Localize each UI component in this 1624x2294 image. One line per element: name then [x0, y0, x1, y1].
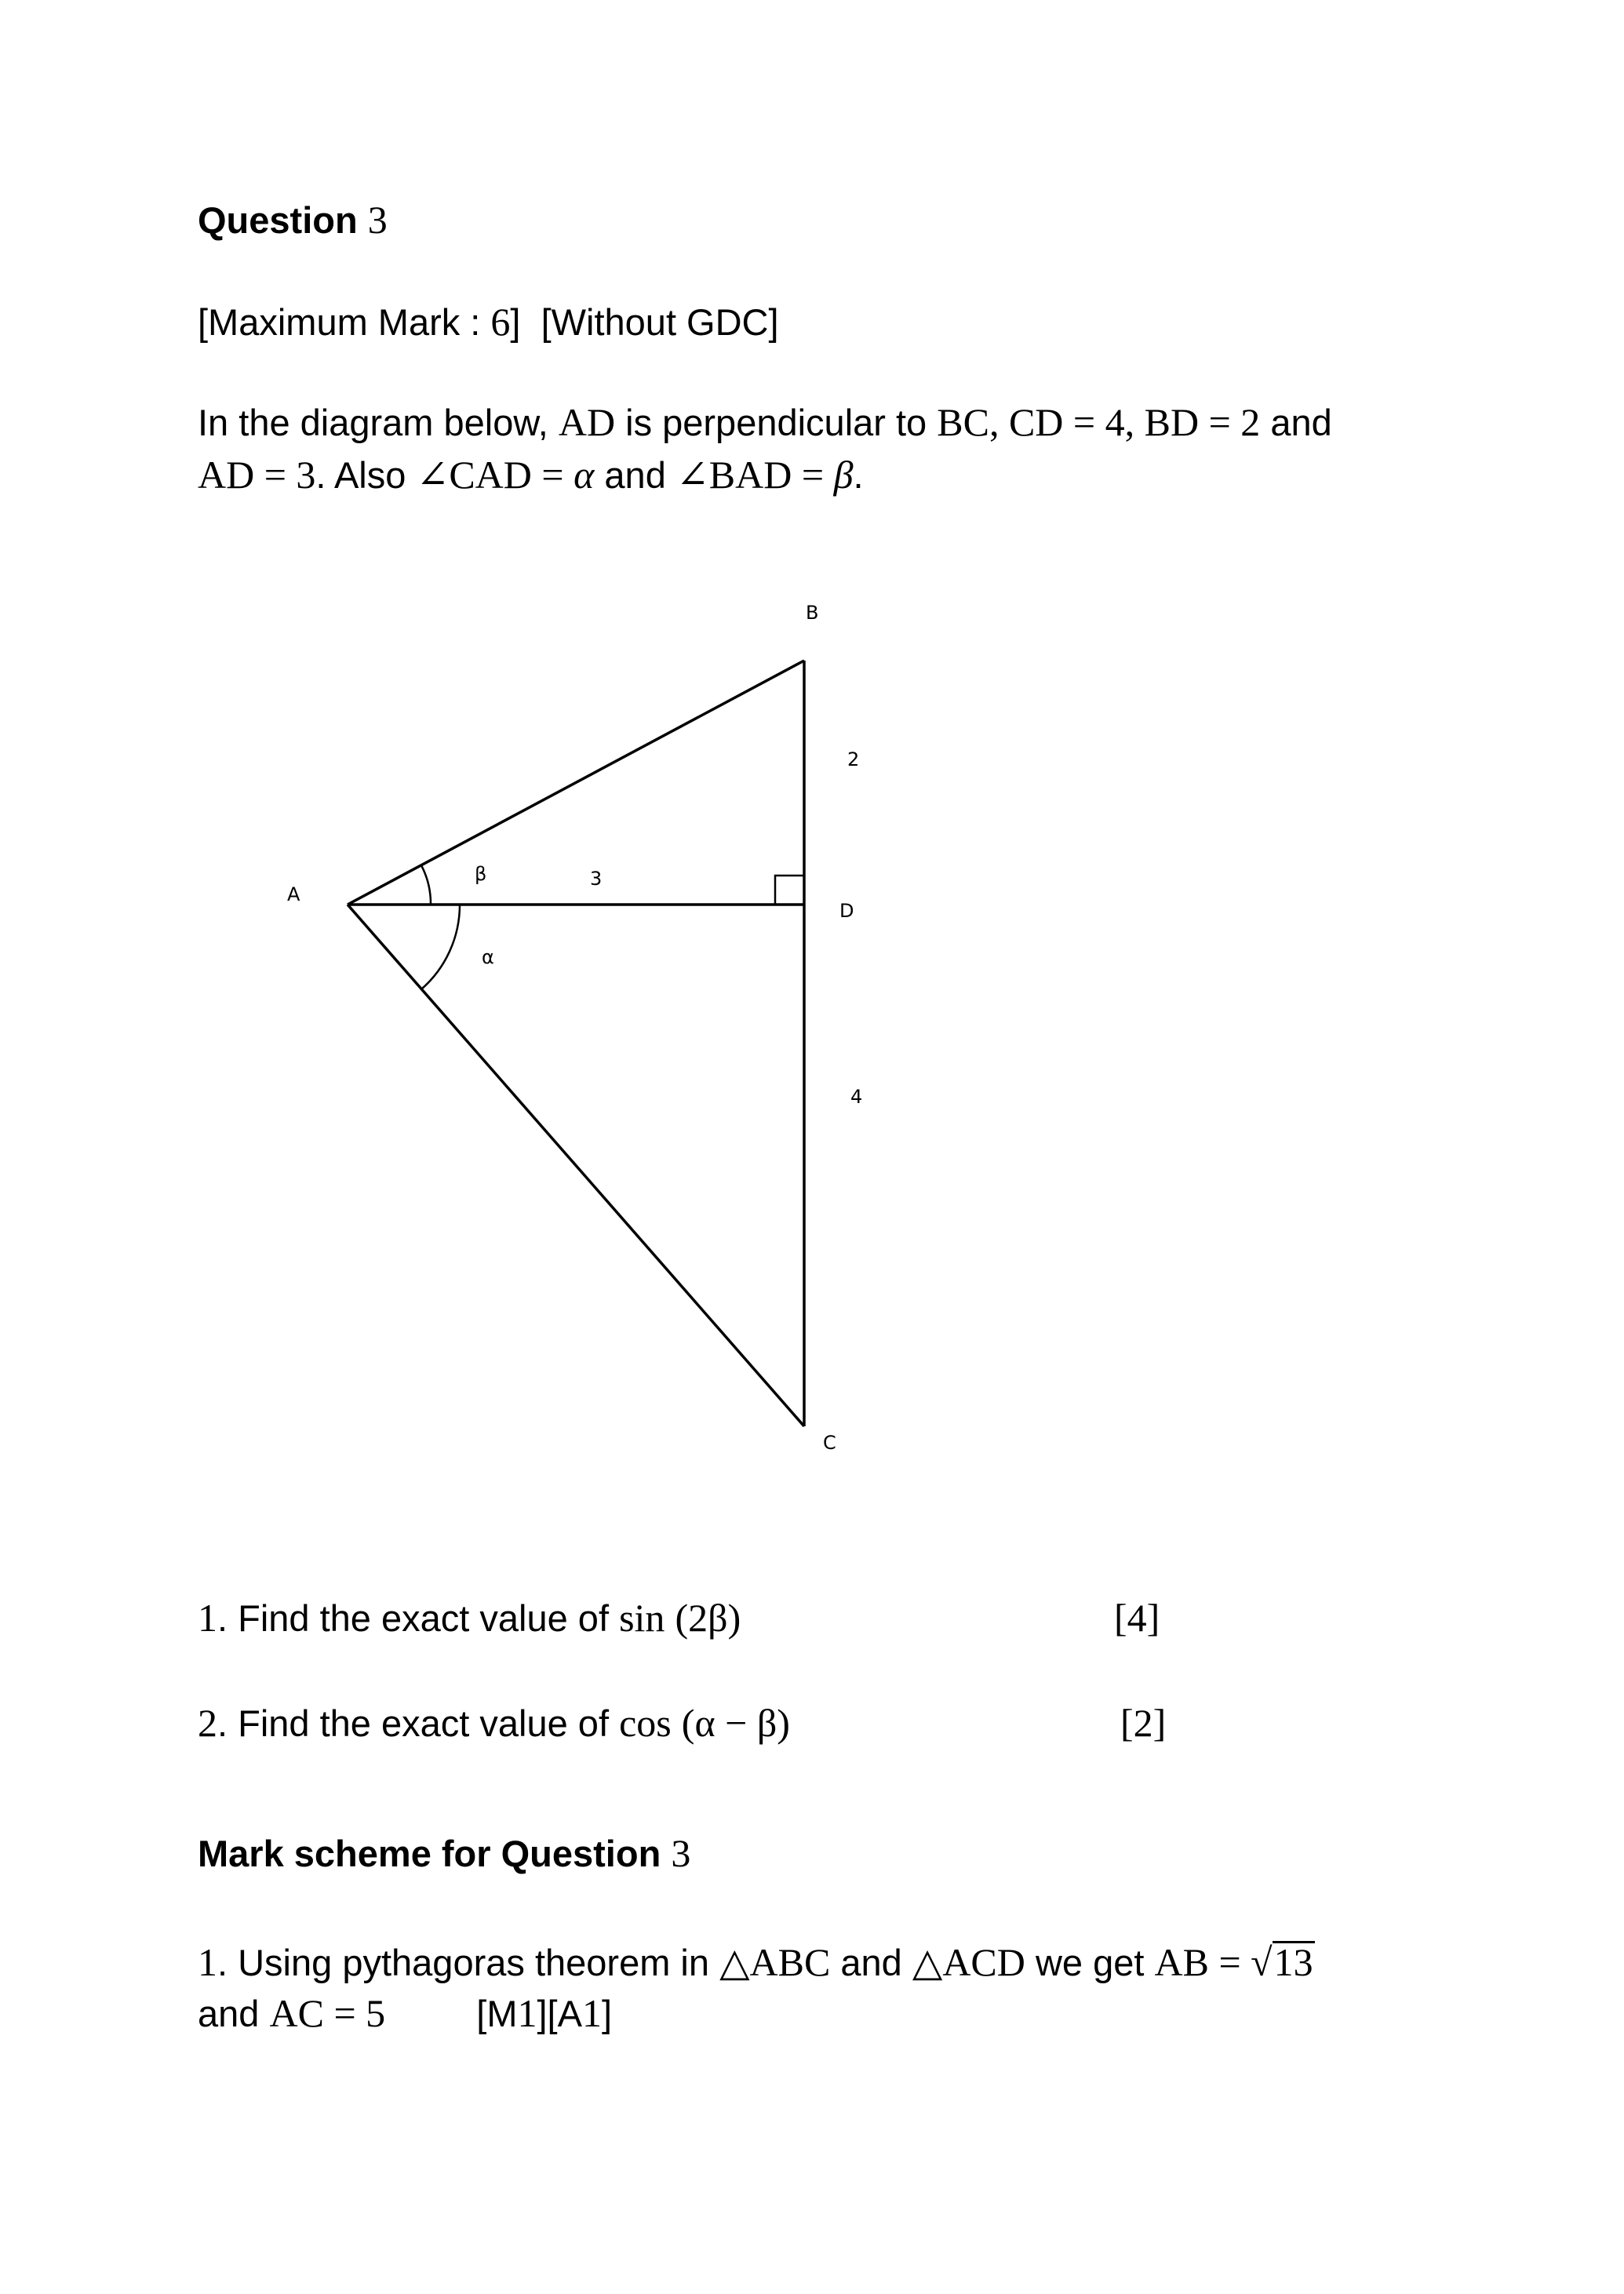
intro-line-2: AD = 3. Also ∠CAD = α and ∠BAD = β.: [198, 453, 864, 497]
max-mark-line: [Maximum Mark : 6] [Without GDC]: [198, 300, 779, 344]
given-lengths: BC, CD = 4, BD = 2: [937, 400, 1261, 444]
edge-ab: [348, 661, 804, 905]
length-label-cd: 4: [850, 1086, 863, 1108]
intro-line-1: In the diagram below, AD is perpendicular to BC, CD = 4, BD = 2 and: [198, 400, 1332, 444]
mark-scheme-title: Mark scheme for Question 3: [198, 1831, 691, 1875]
calculator-note: [Without GDC]: [541, 301, 779, 343]
angle-label-beta: β: [475, 863, 487, 885]
right-angle-marker: [775, 876, 804, 905]
max-mark-label: [Maximum Mark :: [198, 301, 491, 343]
point-label-d: D: [839, 900, 854, 922]
award-marks: [M1][A1]: [476, 1991, 613, 2035]
point-label-b: B: [806, 602, 819, 624]
sqrt-radicand: 13: [1273, 1940, 1313, 1984]
question-heading-word: Question: [198, 199, 358, 241]
mark-scheme-step-1-line-1: 1. Using pythagoras theorem in △ABC and △ACD we get AB = √13: [198, 1940, 1313, 1984]
point-label-c: C: [823, 1432, 836, 1454]
edge-ac: [348, 905, 804, 1426]
point-label-a: A: [287, 883, 300, 905]
question-number: 3: [367, 198, 388, 242]
part-1-marks: [4]: [1114, 1596, 1160, 1640]
part-2-marks: [2]: [1120, 1701, 1167, 1745]
max-mark-value: 6: [490, 300, 511, 344]
part-2: 2. Find the exact value of cos (α − β): [198, 1701, 790, 1745]
alpha-arc: [421, 905, 460, 989]
part-1: 1. Find the exact value of sin (2β): [198, 1596, 741, 1640]
angle-label-alpha: α: [482, 946, 494, 968]
length-label-ad: 3: [590, 868, 603, 890]
beta-arc: [421, 865, 431, 905]
length-label-bd: 2: [847, 748, 860, 770]
mark-scheme-step-1-line-2: and AC = 5 [M1][A1]: [198, 1991, 613, 2035]
